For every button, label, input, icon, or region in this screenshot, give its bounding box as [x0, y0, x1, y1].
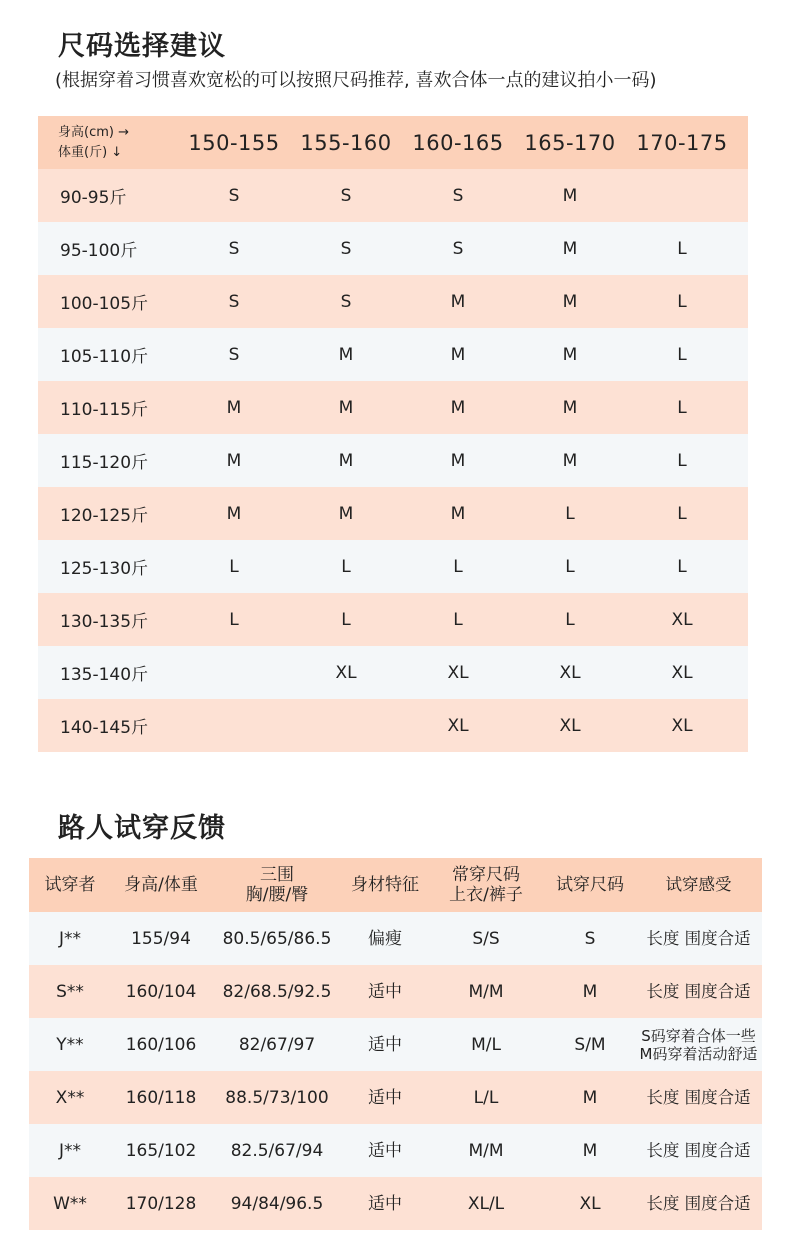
weight-range-label: 95-100斤 — [60, 241, 138, 261]
weight-range-label: 115-120斤 — [60, 453, 149, 473]
body-type-cell: 适中 — [368, 1087, 402, 1108]
size-cell: L — [677, 503, 687, 524]
feeling-line: 长度 围度合适 — [646, 1140, 751, 1160]
measurements-cell: 94/84/96.5 — [230, 1193, 324, 1214]
height-weight-cell: 160/106 — [125, 1034, 197, 1055]
tester-cell: W** — [53, 1193, 87, 1214]
usual-size-cell: M/L — [471, 1034, 501, 1055]
weight-range-label: 90-95斤 — [60, 188, 127, 208]
feeling-cell — [635, 929, 762, 949]
size-cell: M — [450, 397, 466, 418]
size-cell: L — [565, 556, 575, 577]
size-chart-row — [38, 222, 748, 275]
header-measurements-line2: 胸/腰/臀 — [245, 885, 309, 905]
weight-range-label: 120-125斤 — [60, 506, 149, 526]
size-cell: S — [452, 238, 464, 259]
size-cell: M — [562, 238, 578, 259]
height-weight-cell: 160/104 — [125, 981, 197, 1002]
feedback-row — [29, 965, 762, 1018]
feedback-row — [29, 912, 762, 965]
measurements-cell: 82/67/97 — [238, 1034, 316, 1055]
feeling-line: 长度 围度合适 — [646, 1087, 751, 1107]
size-cell: M — [226, 503, 242, 524]
height-header: 165-170 — [524, 130, 616, 155]
size-cell: M — [450, 503, 466, 524]
size-cell: S — [340, 291, 352, 312]
height-header: 150-155 — [188, 130, 280, 155]
size-chart-row — [38, 593, 748, 646]
size-cell: M — [338, 450, 354, 471]
feeling-line: 长度 围度合适 — [646, 981, 751, 1001]
size-cell: L — [341, 556, 351, 577]
size-chart-table — [38, 116, 748, 752]
feeling-cell — [635, 1027, 762, 1063]
header-measurements — [211, 865, 343, 905]
header-tester: 试穿者 — [44, 875, 96, 895]
feedback-header-row — [29, 858, 762, 912]
feeling-line: 长度 围度合适 — [646, 1193, 751, 1213]
header-height-weight: 身高/体重 — [124, 875, 198, 895]
size-cell: M — [338, 397, 354, 418]
corner-height-label: 身高(cm) → — [58, 124, 129, 140]
size-chart-header-row — [38, 116, 748, 169]
size-cell: S — [340, 185, 352, 206]
size-cell: S — [340, 238, 352, 259]
size-cell: L — [229, 556, 239, 577]
measurements-cell: 80.5/65/86.5 — [222, 928, 332, 949]
size-cell: M — [450, 291, 466, 312]
size-cell: L — [565, 503, 575, 524]
size-cell: M — [562, 185, 578, 206]
size-cell: M — [562, 450, 578, 471]
body-type-cell: 适中 — [368, 1034, 402, 1055]
size-cell: XL — [447, 715, 469, 736]
size-cell: L — [677, 450, 687, 471]
size-chart-row — [38, 699, 748, 752]
size-cell: L — [341, 609, 351, 630]
feedback-table — [29, 858, 762, 1230]
size-cell: S — [228, 238, 240, 259]
height-weight-cell: 170/128 — [125, 1193, 197, 1214]
feeling-line: 长度 围度合适 — [646, 928, 751, 948]
weight-range-label: 125-130斤 — [60, 559, 149, 579]
body-type-cell: 适中 — [368, 981, 402, 1002]
size-cell: M — [338, 344, 354, 365]
feedback-title: 路人试穿反馈 — [58, 813, 226, 844]
size-chart-row — [38, 487, 748, 540]
measurements-cell: 82/68.5/92.5 — [222, 981, 332, 1002]
usual-size-cell: L/L — [473, 1087, 499, 1108]
feeling-cell — [635, 1088, 762, 1108]
feedback-row — [29, 1018, 762, 1071]
size-cell: L — [677, 238, 687, 259]
usual-size-cell: XL/L — [467, 1193, 505, 1214]
size-chart-row — [38, 169, 748, 222]
feedback-row — [29, 1124, 762, 1177]
body-type-cell: 适中 — [368, 1193, 402, 1214]
usual-size-cell: M/M — [468, 981, 504, 1002]
header-body-type: 身材特征 — [351, 875, 419, 895]
weight-range-label: 100-105斤 — [60, 294, 149, 314]
measurements-cell: 88.5/73/100 — [225, 1087, 329, 1108]
size-cell: L — [565, 609, 575, 630]
size-chart-row — [38, 275, 748, 328]
size-cell: M — [562, 291, 578, 312]
weight-range-label: 140-145斤 — [60, 718, 149, 738]
feeling-cell — [635, 982, 762, 1002]
feeling-cell — [635, 1141, 762, 1161]
weight-range-label: 130-135斤 — [60, 612, 149, 632]
measurements-cell: 82.5/67/94 — [230, 1140, 324, 1161]
feeling-cell — [635, 1194, 762, 1214]
size-cell: S — [228, 291, 240, 312]
tried-size-cell: M — [582, 1140, 598, 1161]
header-feeling: 试穿感受 — [665, 875, 732, 894]
size-cell: M — [450, 450, 466, 471]
height-header: 155-160 — [300, 130, 392, 155]
tried-size-cell: M — [582, 1087, 598, 1108]
weight-range-label: 110-115斤 — [60, 400, 149, 420]
height-weight-cell: 155/94 — [131, 928, 191, 949]
weight-range-label: 135-140斤 — [60, 665, 149, 685]
size-chart-corner — [38, 123, 178, 163]
size-cell: XL — [447, 662, 469, 683]
tester-cell: J** — [58, 928, 81, 949]
feedback-row — [29, 1071, 762, 1124]
size-cell: L — [453, 609, 463, 630]
header-usual-size — [427, 865, 545, 905]
tester-cell: X** — [55, 1087, 85, 1108]
usual-size-cell: M/M — [468, 1140, 504, 1161]
size-cell: XL — [671, 715, 693, 736]
size-cell: M — [450, 344, 466, 365]
tester-cell: J** — [58, 1140, 81, 1161]
size-guide-title: 尺码选择建议 — [58, 31, 226, 62]
corner-weight-label: 体重(斤) ↓ — [58, 144, 123, 160]
size-cell: XL — [559, 715, 581, 736]
feeling-line: M码穿着活动舒适 — [639, 1044, 758, 1063]
body-type-cell: 偏瘦 — [368, 928, 402, 949]
size-chart-row — [38, 434, 748, 487]
size-cell: XL — [559, 662, 581, 683]
feedback-row — [29, 1177, 762, 1230]
tried-size-cell: M — [582, 981, 598, 1002]
size-chart-row — [38, 540, 748, 593]
size-cell: M — [562, 397, 578, 418]
size-cell: M — [562, 344, 578, 365]
size-cell: M — [226, 450, 242, 471]
tester-cell: S** — [56, 981, 84, 1002]
size-cell: L — [677, 291, 687, 312]
size-cell: L — [677, 344, 687, 365]
size-chart-row — [38, 646, 748, 699]
size-guide-subtitle: (根据穿着习惯喜欢宽松的可以按照尺码推荐, 喜欢合体一点的建议拍小一码) — [55, 70, 657, 91]
feeling-line: S码穿着合体一些 — [641, 1026, 756, 1045]
size-cell: L — [677, 556, 687, 577]
header-measurements-line1: 三围 — [260, 865, 294, 885]
header-usual-size-line1: 常穿尺码 — [452, 865, 520, 885]
height-weight-cell: 165/102 — [125, 1140, 197, 1161]
body-type-cell: 适中 — [368, 1140, 402, 1161]
size-cell: M — [338, 503, 354, 524]
size-chart-row — [38, 328, 748, 381]
height-header: 170-175 — [636, 130, 728, 155]
height-header: 160-165 — [412, 130, 504, 155]
size-cell: S — [228, 344, 240, 365]
size-cell: L — [677, 397, 687, 418]
usual-size-cell: S/S — [472, 928, 500, 949]
size-cell: S — [452, 185, 464, 206]
tried-size-cell: XL — [579, 1193, 601, 1214]
tester-cell: Y** — [56, 1034, 84, 1055]
weight-range-label: 105-110斤 — [60, 347, 149, 367]
tried-size-cell: S — [584, 928, 596, 949]
height-weight-cell: 160/118 — [125, 1087, 197, 1108]
header-tried-size: 试穿尺码 — [556, 875, 624, 895]
size-cell: S — [228, 185, 240, 206]
size-cell: M — [226, 397, 242, 418]
size-chart-row — [38, 381, 748, 434]
tried-size-cell: S/M — [574, 1034, 606, 1055]
size-cell: XL — [335, 662, 357, 683]
size-cell: XL — [671, 609, 693, 630]
header-usual-size-line2: 上衣/裤子 — [449, 885, 523, 905]
size-cell: L — [229, 609, 239, 630]
size-cell: XL — [671, 662, 693, 683]
size-cell: L — [453, 556, 463, 577]
